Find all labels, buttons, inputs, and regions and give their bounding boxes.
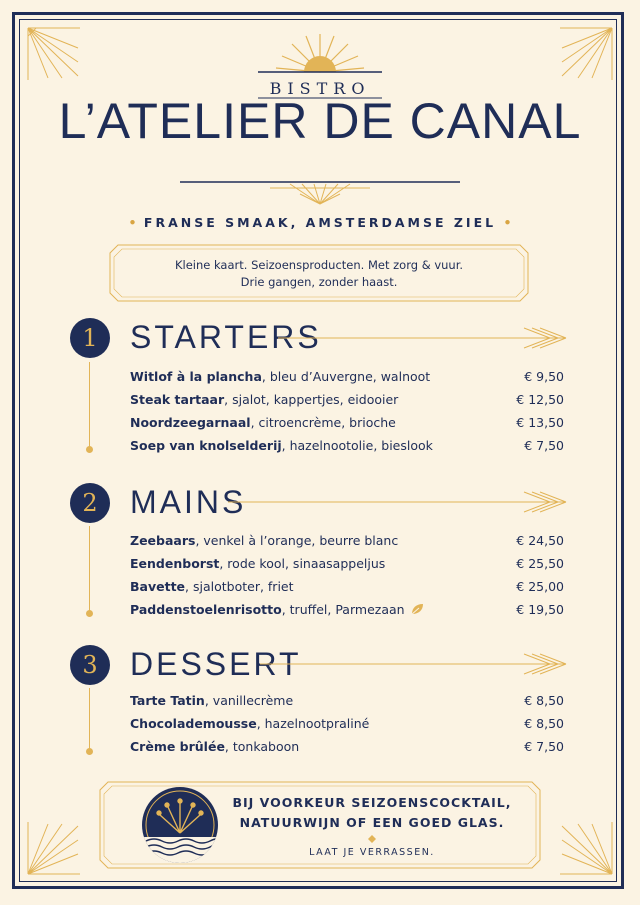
intro-line-2: Drie gangen, zonder haast. (240, 275, 398, 289)
tagline-dot-left: • (128, 215, 137, 230)
item-desc: , truffel, Parmezaan (281, 602, 405, 617)
item-desc: , citroencrème, brioche (250, 415, 396, 430)
section-title-starters: STARTERS (130, 319, 322, 355)
item-price: € 19,50 (516, 602, 564, 617)
item-name: Eendenborst (130, 556, 220, 571)
footer-line-1: BIJ VOORKEUR SEIZOENSCOCKTAIL, (232, 795, 512, 810)
item-price: € 7,50 (524, 438, 564, 453)
diamond-icon (368, 835, 376, 843)
intro-text (110, 257, 528, 291)
menu-item (130, 602, 564, 617)
item-name: Noordzeegarnaal (130, 415, 251, 430)
menu-item (130, 579, 564, 594)
section-title-dessert: DESSERT (130, 646, 302, 682)
item-name: Tarte Tatin (130, 693, 205, 708)
corner-ornament-bottom-right (560, 822, 612, 874)
arrow-rule-starters (278, 326, 570, 350)
glass-fan-graphic (142, 787, 218, 863)
corner-ornament-top-left (28, 28, 80, 80)
item-price: € 25,00 (516, 579, 564, 594)
restaurant-title: L’ATELIER DE CANAL (58, 93, 582, 149)
eyebrow-bistro: BISTRO (269, 79, 371, 98)
section-dot-dessert (86, 748, 93, 755)
tagline-dot-right: • (503, 215, 512, 230)
corner-ornament-top-right (560, 28, 612, 80)
item-price: € 25,50 (516, 556, 564, 571)
section-title-mains: MAINS (130, 484, 247, 520)
menu-item (130, 392, 564, 407)
item-desc: , venkel à l’orange, beurre blanc (195, 533, 399, 548)
item-price: € 9,50 (524, 369, 564, 384)
tagline-text: FRANSE SMAAK, AMSTERDAMSE ZIEL (143, 215, 497, 230)
item-name: Crème brûlée (130, 739, 225, 754)
item-desc: , hazelnootolie, bieslook (281, 438, 433, 453)
arrow-rule-mains (228, 490, 570, 514)
item-desc: , vanillecrème (204, 693, 294, 708)
item-name: Bavette (130, 579, 186, 594)
section-line-dessert (89, 688, 90, 750)
section-number-mains: 2 (70, 483, 110, 523)
item-price: € 13,50 (516, 415, 564, 430)
item-desc: , tonkaboon (224, 739, 300, 754)
item-name: Steak tartaar (130, 392, 225, 407)
menu-item (130, 556, 564, 571)
item-name: Chocolademousse (130, 716, 257, 731)
menu-item (130, 533, 564, 548)
item-desc: , bleu d’Auvergne, walnoot (261, 369, 431, 384)
item-price: € 7,50 (524, 739, 564, 754)
menu-item (130, 739, 564, 754)
glass-fan-icon (142, 787, 218, 863)
footer-line-2: NATUURWIJN OF EEN GOED GLAS. (239, 815, 505, 830)
item-desc: , sjalotboter, friet (185, 579, 294, 594)
tagline (0, 215, 640, 230)
item-name: Witlof à la plancha (130, 369, 262, 384)
corner-ornament-bottom-left (28, 822, 80, 874)
item-desc: , rode kool, sinaasappeljus (219, 556, 386, 571)
menu-item (130, 369, 564, 384)
menu-item (130, 716, 564, 731)
menu-item (130, 693, 564, 708)
section-line-starters (89, 362, 90, 448)
intro-box (110, 245, 528, 301)
footer-small: LAAT JE VERRASSEN. (309, 847, 435, 858)
leaf-icon (410, 603, 424, 615)
arrow-rule-dessert (260, 652, 570, 676)
item-price: € 8,50 (524, 716, 564, 731)
menu-item (130, 415, 564, 430)
section-number-dessert: 3 (70, 645, 110, 685)
section-dot-starters (86, 446, 93, 453)
section-number-starters: 1 (70, 318, 110, 358)
item-name: Soep van knolselderij (130, 438, 282, 453)
item-price: € 24,50 (516, 533, 564, 548)
item-name: Zeebaars (130, 533, 196, 548)
item-desc: , hazelnootpraliné (256, 716, 370, 731)
section-dot-mains (86, 610, 93, 617)
item-name: Paddenstoelenrisotto (130, 602, 282, 617)
item-price: € 12,50 (516, 392, 564, 407)
section-line-mains (89, 526, 90, 612)
menu-item (130, 438, 564, 453)
item-desc: , sjalot, kappertjes, eidooier (224, 392, 399, 407)
title-underline-ornament (180, 178, 460, 208)
item-price: € 8,50 (524, 693, 564, 708)
intro-line-1: Kleine kaart. Seizoensproducten. Met zorg & vuur. (174, 258, 464, 272)
